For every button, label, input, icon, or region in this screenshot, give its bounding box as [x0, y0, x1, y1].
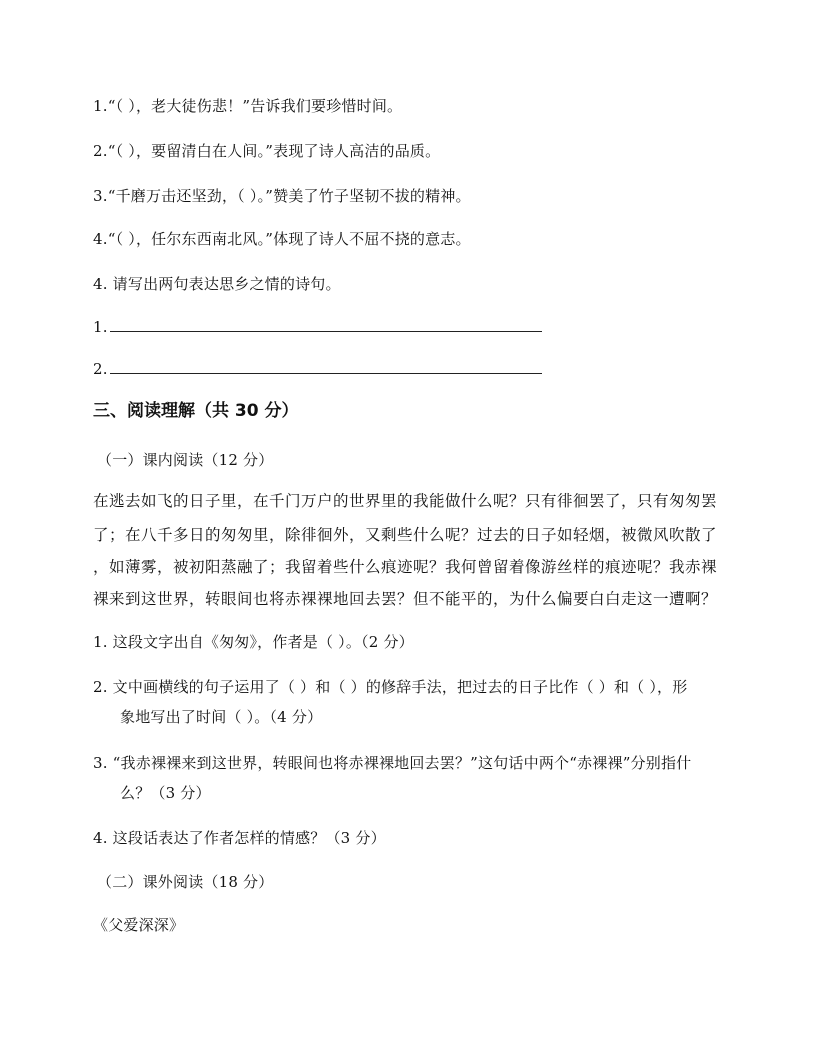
answer-line-1[interactable]: [93, 317, 542, 337]
passage-line: 裸来到这世界，转眼间也将赤裸裸地回去罢？但不能平的，为什么偏要白白走这一遭啊？: [93, 590, 718, 608]
answer-line-label: 2.: [93, 360, 108, 378]
passage-line: 在逃去如飞的日子里，在千门万户的世界里的我能做什么呢？只有徘徊罢了，只有匆匆罢: [93, 492, 718, 510]
passage-line: 了；在八千多日的匆匆里，除徘徊外，又剩些什么呢？过去的日子如轻烟，被微风吹散了: [93, 526, 718, 544]
section-3-title: 三、阅读理解（共 30 分）: [93, 401, 299, 421]
article-title: 《父爱深深》: [93, 916, 185, 934]
answer-blank[interactable]: [110, 317, 542, 332]
question-3-line-1: 3. “我赤裸裸来到这世界，转眼间也将赤裸裸地回去罢？”这句话中两个“赤裸裸”分别指什: [93, 754, 692, 772]
passage-line: ，如薄雾，被初阳蒸融了；我留着些什么痕迹呢？我何曾留着像游丝样的痕迹呢？我赤裸: [93, 558, 718, 576]
fill-item-1: 1.“（ ），老大徒伤悲！”告诉我们要珍惜时间。: [93, 97, 403, 115]
fill-item-3: 3.“千磨万击还坚劲，（ ）。”赞美了竹子坚韧不拔的精神。: [93, 187, 471, 205]
answer-line-label: 1.: [93, 318, 108, 336]
part-2-title: （二）课外阅读（18 分）: [97, 873, 274, 891]
part-1-title: （一）课内阅读（12 分）: [97, 451, 274, 469]
question-4: 4. 这段话表达了作者怎样的情感？（3 分）: [93, 829, 386, 847]
answer-blank[interactable]: [110, 359, 542, 374]
answer-line-2[interactable]: [93, 359, 542, 379]
question-2-line-1: 2. 文中画横线的句子运用了（ ）和（ ）的修辞手法，把过去的日子比作（ ）和（ ），形: [93, 678, 688, 696]
question-2-line-2: 象地写出了时间（ ）。（4 分）: [120, 708, 323, 726]
fill-item-2: 2.“（ ），要留清白在人间。”表现了诗人高洁的品质。: [93, 142, 441, 160]
question-3-line-2: 么？（3 分）: [120, 784, 211, 802]
question-1: 1. 这段文字出自《匆匆》，作者是（ ）。（2 分）: [93, 633, 414, 651]
question-homesick: 4. 请写出两句表达思乡之情的诗句。: [93, 275, 341, 293]
fill-item-4: 4.“（ ），任尔东西南北风。”体现了诗人不屈不挠的意志。: [93, 230, 471, 248]
